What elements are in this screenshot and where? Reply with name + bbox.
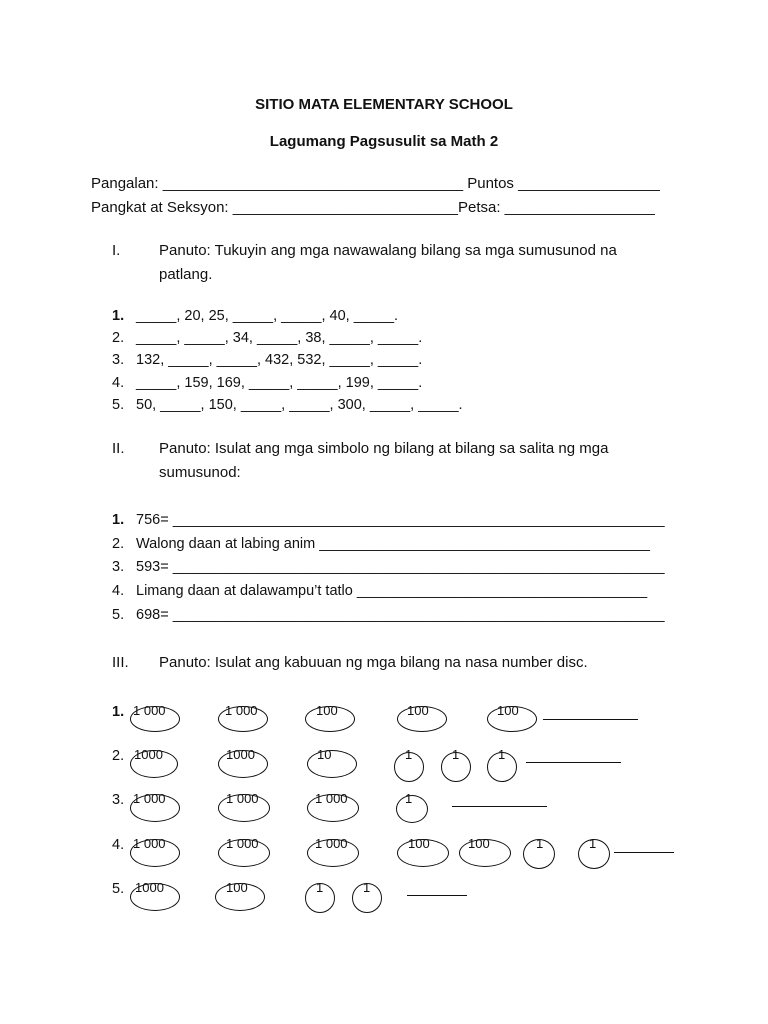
worksheet-title: Lagumang Pagsusulit sa Math 2 (269, 133, 499, 150)
disc-value: 1000 (226, 747, 255, 762)
number-disc (307, 747, 357, 778)
list-item: 3. 132, _____, _____, 432, 532, _____, _____. (112, 352, 423, 368)
list-item: 4. _____, 159, 169, _____, _____, 199, _____. (112, 375, 423, 391)
disc-value: 1 (316, 880, 324, 895)
answer-blank (543, 719, 638, 720)
part1-instruction: Panuto: Tukuyin ang mga nawawalang bilang sa mga sumusunod na patlang. (159, 242, 617, 283)
part3-numeral: III. (112, 654, 129, 671)
disc-value: 1 000 (315, 791, 348, 806)
part2-instruction: Panuto: Isulat ang mga simbolo ng bilang at bilang sa salita ng mga sumusunod: (159, 440, 609, 481)
list-item: 1. _____, 20, 25, _____, _____, 40, _____. (112, 308, 399, 324)
disc-row-number: 2. (112, 748, 125, 764)
answer-blank (614, 852, 674, 853)
disc-value: 100 (408, 836, 430, 851)
disc-value: 1 000 (133, 836, 166, 851)
answer-blank (526, 762, 621, 763)
answer-blank (452, 806, 547, 807)
disc-value: 1 (363, 880, 371, 895)
disc-row-number: 4. (112, 837, 125, 853)
disc-value: 100 (226, 880, 248, 895)
disc-value: 1 (405, 747, 413, 762)
list-item: 1. 756= _____________________________________________________________ (112, 512, 665, 528)
disc-value: 1 000 (133, 791, 166, 806)
disc-value: 1 (452, 747, 460, 762)
disc-value: 100 (468, 836, 490, 851)
disc-value: 100 (407, 703, 429, 718)
name-score-line: Pangalan: ____________________________________ Puntos _________________ (91, 175, 660, 192)
disc-value: 100 (497, 703, 519, 718)
disc-value: 1 (589, 836, 597, 851)
list-item: 2. Walong daan at labing anim _________________________________________ (112, 536, 650, 552)
disc-value: 1 000 (315, 836, 348, 851)
disc-value: 10 (317, 747, 332, 762)
list-item: 5. 698= _____________________________________________________________ (112, 607, 665, 623)
disc-row-number: 5. (112, 881, 125, 897)
part1-numeral: I. (112, 242, 121, 259)
disc-value: 1 000 (226, 791, 259, 806)
section-date-line: Pangkat at Seksyon: ___________________________Petsa: __________________ (91, 199, 655, 216)
disc-value: 100 (316, 703, 338, 718)
disc-value: 1 000 (225, 703, 258, 718)
disc-value: 1000 (134, 747, 163, 762)
part3-instruction: Panuto: Isulat ang kabuuan ng mga bilang na nasa number disc. (159, 654, 588, 671)
disc-value: 1 000 (226, 836, 259, 851)
list-item: 5. 50, _____, 150, _____, _____, 300, _____, _____. (112, 397, 463, 413)
answer-blank (407, 895, 467, 896)
disc-row-number: 1. (112, 704, 125, 720)
disc-value: 1000 (135, 880, 164, 895)
disc-value: 1 (405, 791, 413, 806)
disc-row-number: 3. (112, 792, 125, 808)
part2-numeral: II. (112, 440, 125, 457)
disc-value: 1 (498, 747, 506, 762)
disc-value: 1 (536, 836, 544, 851)
list-item: 4. Limang daan at dalawampu’t tatlo ____________________________________ (112, 583, 648, 599)
school-name: SITIO MATA ELEMENTARY SCHOOL (255, 96, 513, 113)
list-item: 2. _____, _____, 34, _____, 38, _____, _____. (112, 330, 423, 346)
disc-value: 1 000 (133, 703, 166, 718)
list-item: 3. 593= _____________________________________________________________ (112, 559, 665, 575)
